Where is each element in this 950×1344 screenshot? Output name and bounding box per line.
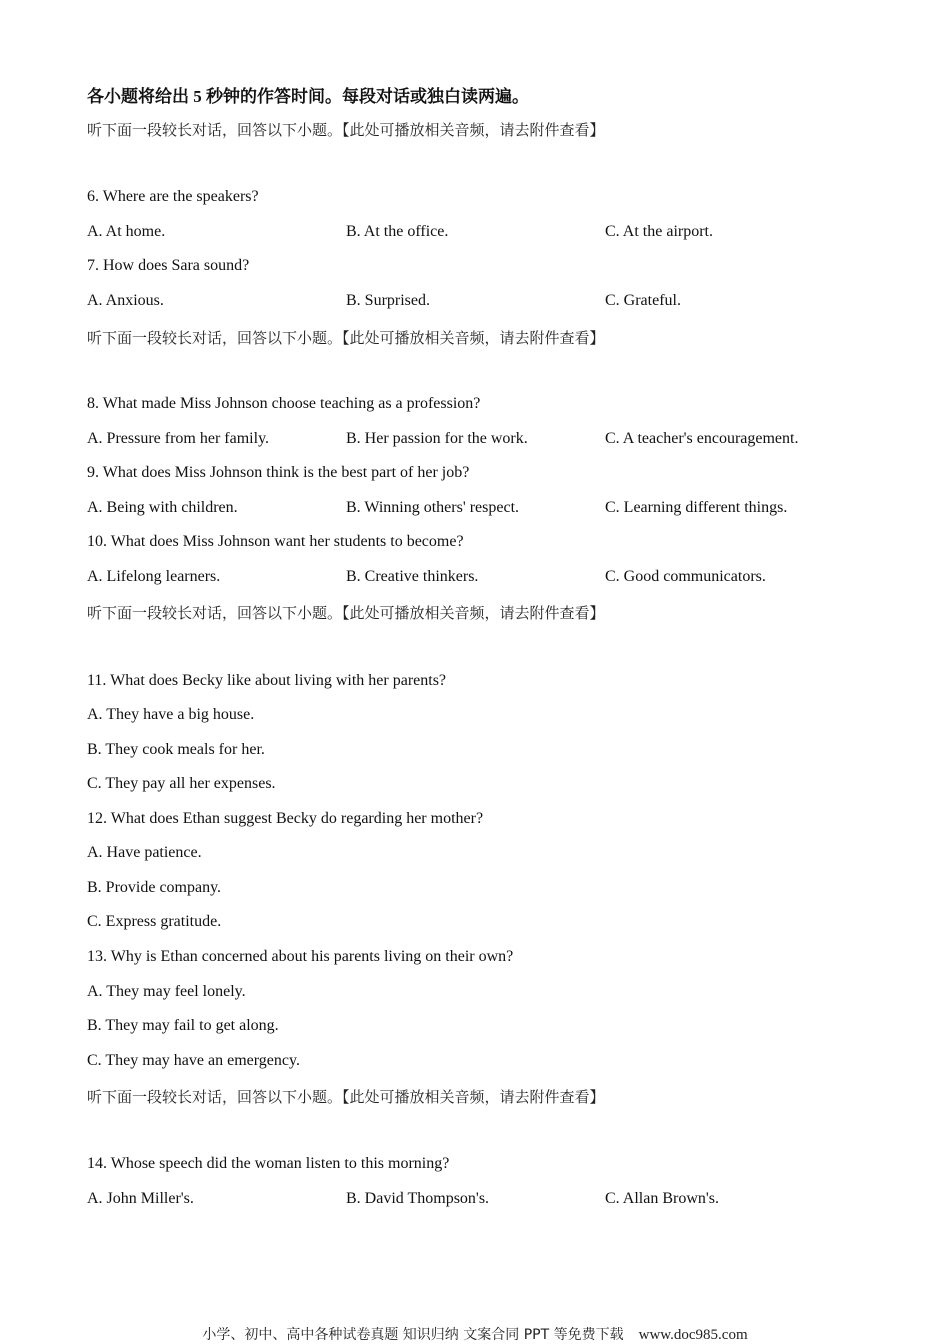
listening-instruction: 听下面一段较长对话，回答以下小题。【此处可播放相关音频，请去附件查看】 bbox=[87, 329, 605, 347]
option-b[interactable]: B. They may fail to get along. bbox=[87, 1017, 279, 1034]
option-a[interactable]: A. At home. bbox=[87, 223, 166, 240]
option-c[interactable]: C. Good communicators. bbox=[605, 568, 766, 585]
option-c[interactable]: C. Grateful. bbox=[605, 292, 681, 309]
option-a[interactable]: A. Pressure from her family. bbox=[87, 430, 270, 447]
option-c[interactable]: C. A teacher's encouragement. bbox=[605, 430, 799, 447]
option-b[interactable]: B. They cook meals for her. bbox=[87, 741, 265, 758]
option-a[interactable]: A. They may feel lonely. bbox=[87, 983, 246, 1000]
option-c[interactable]: C. Allan Brown's. bbox=[605, 1190, 719, 1207]
section-heading: 各小题将给出 5 秒钟的作答时间。每段对话或独白读两遍。 bbox=[87, 87, 529, 106]
option-a[interactable]: A. John Miller's. bbox=[87, 1190, 194, 1207]
question-10-stem: 10. What does Miss Johnson want her students to become? bbox=[87, 533, 464, 550]
question-6-stem: 6. Where are the speakers? bbox=[87, 188, 259, 205]
listening-instruction: 听下面一段较长对话，回答以下小题。【此处可播放相关音频，请去附件查看】 bbox=[87, 604, 605, 622]
option-b[interactable]: B. Provide company. bbox=[87, 879, 222, 896]
option-b[interactable]: B. At the office. bbox=[346, 223, 449, 240]
question-10-options bbox=[87, 568, 907, 590]
option-b[interactable]: B. Creative thinkers. bbox=[346, 568, 479, 585]
question-8-options bbox=[87, 430, 907, 452]
question-13-stem: 13. Why is Ethan concerned about his parents living on their own? bbox=[87, 948, 514, 965]
option-a[interactable]: A. Being with children. bbox=[87, 499, 238, 516]
question-14-stem: 14. Whose speech did the woman listen to this morning? bbox=[87, 1155, 450, 1172]
question-7-options bbox=[87, 292, 907, 314]
footer-url[interactable]: www.doc985.com bbox=[638, 1327, 748, 1343]
listening-instruction: 听下面一段较长对话，回答以下小题。【此处可播放相关音频，请去附件查看】 bbox=[87, 1088, 605, 1106]
question-9-stem: 9. What does Miss Johnson think is the best part of her job? bbox=[87, 464, 470, 481]
question-7-stem: 7. How does Sara sound? bbox=[87, 257, 250, 274]
question-12-stem: 12. What does Ethan suggest Becky do regarding her mother? bbox=[87, 810, 484, 827]
question-8-stem: 8. What made Miss Johnson choose teaching as a profession? bbox=[87, 395, 481, 412]
listening-instruction: 听下面一段较长对话，回答以下小题。【此处可播放相关音频，请去附件查看】 bbox=[87, 121, 605, 139]
option-b[interactable]: B. Her passion for the work. bbox=[346, 430, 528, 447]
option-a[interactable]: A. They have a big house. bbox=[87, 706, 255, 723]
option-b[interactable]: B. David Thompson's. bbox=[346, 1190, 490, 1207]
option-a[interactable]: A. Anxious. bbox=[87, 292, 164, 309]
page-footer bbox=[0, 1324, 950, 1344]
option-b[interactable]: B. Winning others' respect. bbox=[346, 499, 520, 516]
option-c[interactable]: C. At the airport. bbox=[605, 223, 713, 240]
question-6-options bbox=[87, 223, 907, 245]
option-b[interactable]: B. Surprised. bbox=[346, 292, 430, 309]
option-a[interactable]: A. Have patience. bbox=[87, 844, 202, 861]
option-c[interactable]: C. They pay all her expenses. bbox=[87, 775, 276, 792]
option-c[interactable]: C. Learning different things. bbox=[605, 499, 788, 516]
question-14-options bbox=[87, 1190, 907, 1212]
question-11-stem: 11. What does Becky like about living with her parents? bbox=[87, 672, 447, 689]
option-a[interactable]: A. Lifelong learners. bbox=[87, 568, 221, 585]
question-9-options bbox=[87, 499, 907, 521]
footer-text: 小学、初中、高中各种试卷真题 知识归纳 文案合同 PPT 等免费下载 bbox=[202, 1327, 624, 1343]
option-c[interactable]: C. They may have an emergency. bbox=[87, 1052, 300, 1069]
option-c[interactable]: C. Express gratitude. bbox=[87, 913, 222, 930]
